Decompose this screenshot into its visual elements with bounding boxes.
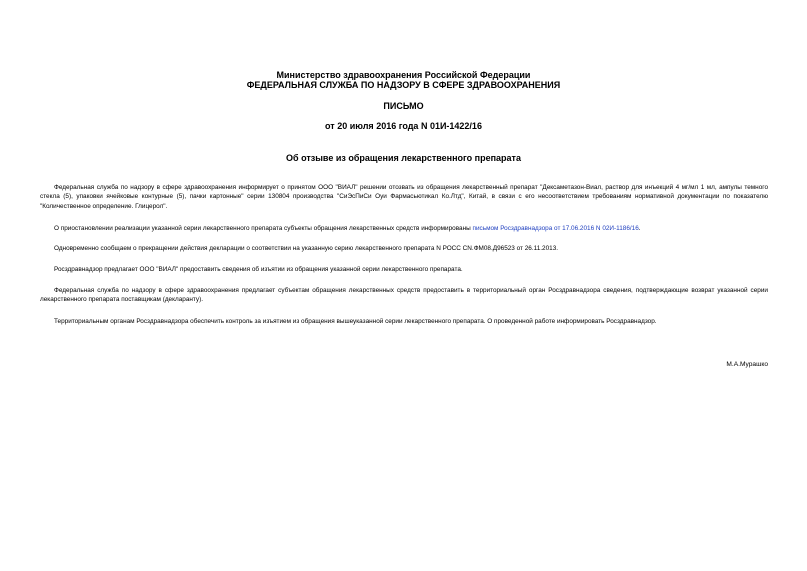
paragraph-2 [40, 224, 768, 233]
paragraph-2-after-link: . [638, 225, 641, 232]
document-subject: Об отзыве из обращения лекарственного препарата [286, 153, 521, 163]
signature: М.А.Мурашко [726, 361, 768, 368]
document-type-block [0, 101, 807, 111]
paragraph-2-before-link: О приостановлении реализации указанной серии лекарственного препарата субъекты обращения лекарственных средств информированы [54, 225, 473, 232]
paragraph-6 [40, 317, 768, 326]
ministry-name: Министерство здравоохранения Российской Федерации [276, 70, 531, 80]
document-date-number: от 20 июля 2016 года N 01И-1422/16 [325, 121, 482, 131]
document-header [0, 70, 807, 90]
document-date-block [0, 121, 807, 131]
paragraph-4-text: Росздравнадзор предлагает ООО "ВИАЛ" предоставить сведения об изъятии из обращения указанной серии лекарственного препарата. [54, 266, 463, 273]
document-type: ПИСЬМО [383, 101, 424, 111]
paragraph-4 [40, 265, 768, 274]
paragraph-1 [40, 183, 768, 211]
paragraph-1-text: Федеральная служба по надзору в сфере здравоохранения информирует о принятом ООО "ВИАЛ" решении отозвать из обращения лекарственный препарат "Дексаметазон-Виал, раствор для инъекций 4 мг/мл 1 мл, ампулы темного стекла (5), упаковки ячейковые контурные (5), пачки картонные" серии 130804 производства "СиЭсПиСи Оуи Фармасьютикал Ко.Лтд", Китай, в связи с его несоответствием требованиям нормативной документации по показателю "Количественное определение. Глицерол". [40, 184, 768, 210]
letter-reference-link[interactable]: письмом Росздравнадзора от 17.06.2016 N 02И-1186/16 [472, 225, 639, 232]
paragraph-3-text: Одновременно сообщаем о прекращении действия декларации о соответствии на указанную серию лекарственного препарата N РОСС CN.ФМ08.Д96523 от 26.11.2013. [54, 245, 559, 252]
document-subject-block [0, 153, 807, 163]
paragraph-6-text: Территориальным органам Росздравнадзора обеспечить контроль за изъятием из обращения вышеуказанной серии лекарственного препарата. О проведенной работе информировать Росздравнадзор. [54, 318, 657, 325]
paragraph-2-text [40, 224, 768, 233]
service-name: ФЕДЕРАЛЬНАЯ СЛУЖБА ПО НАДЗОРУ В СФЕРЕ ЗДРАВООХРАНЕНИЯ [246, 80, 561, 90]
paragraph-5-text: Федеральная служба по надзору в сфере здравоохранения предлагает субъектам обращения лекарственных средств предоставить в территориальный орган Росздравнадзора сведения, подтверждающие возврат указанной серии лекарственного препарата поставщикам (декларанту). [40, 287, 768, 304]
paragraph-5 [40, 286, 768, 305]
paragraph-3 [40, 244, 768, 253]
